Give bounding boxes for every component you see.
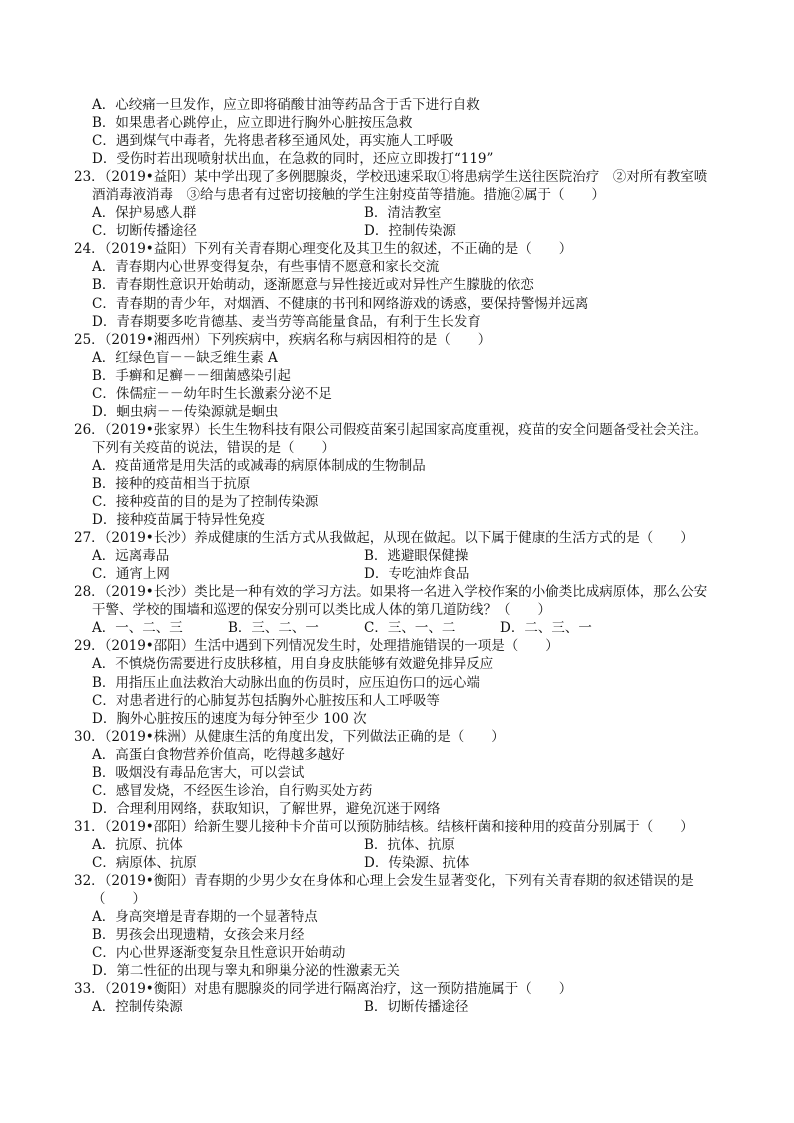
question-stem: 23．（2019•益阳）某中学出现了多例腮腺炎，学校迅速采取①将患病学生送往医院治疗 ②对所有教室喷 — [74, 169, 708, 186]
option-line: A．疫苗通常是用失活的或减毒的病原体制成的生物制品 — [92, 457, 426, 474]
option-row — [74, 998, 724, 1016]
option-choice: C．切断传播途径 — [92, 223, 197, 240]
question-stem: 30．（2019•株洲）从健康生活的角度出发，下列做法正确的是（ ） — [74, 728, 505, 745]
option-line: B．青春期性意识开始萌动，逐渐愿意与异性接近或对异性产生朦胧的依恋 — [92, 277, 534, 294]
option-line: C．青春期的青少年，对烟酒、不健康的书刊和网络游戏的诱惑，要保持警惕并远离 — [92, 295, 589, 312]
option-choice: B．抗体、抗原 — [364, 836, 455, 853]
option-line: A．高蛋白食物营养价值高，吃得越多越好 — [92, 746, 345, 763]
option-line: C．对患者进行的心肺复苏包括胸外心脏按压和人工呼吸等 — [92, 692, 440, 709]
option-line: D．第二性征的出现与睾丸和卵巢分泌的性激素无关 — [92, 963, 400, 980]
option-row — [74, 204, 724, 222]
option-choice: D．传染源、抗体 — [364, 854, 470, 871]
option-line: B．手癣和足癣－－细菌感染引起 — [92, 367, 291, 384]
question-stem: 31．（2019•邵阳）给新生婴儿接种卡介苗可以预防肺结核。结核杆菌和接种用的疫苗分别属于（ ） — [74, 818, 694, 835]
option-row — [74, 854, 724, 872]
question-stem: （ ） — [92, 891, 146, 908]
option-row — [74, 547, 724, 565]
document-body — [74, 96, 724, 1016]
question-stem: 24．（2019•益阳）下列有关青春期心理变化及其卫生的叙述，不正确的是（ ） — [74, 241, 573, 258]
question-stem: 酒消毒液消毒 ③给与患者有过密切接触的学生注射疫苗等措施。措施②属于（ ） — [92, 187, 605, 204]
option-line: D．胸外心脏按压的速度为每分钟至少 100 次 — [92, 710, 367, 727]
option-row — [74, 565, 724, 583]
option-row — [74, 222, 724, 240]
option-line: C．接种疫苗的目的是为了控制传染源 — [92, 494, 319, 511]
option-choice: A．一、二、三 — [92, 620, 183, 637]
option-choice: D．二、三、一 — [500, 620, 592, 637]
option-line: D．接种疫苗属于特异性免疫 — [92, 512, 265, 529]
option-line: C．遇到煤气中毒者，先将患者移至通风处，再实施人工呼吸 — [92, 133, 454, 150]
option-choice: A．保护易感人群 — [92, 205, 197, 222]
question-stem: 29．（2019•邵阳）生活中遇到下列情况发生时，处理措施错误的一项是（ ） — [74, 638, 559, 655]
question-stem: 25．（2019•湘西州）下列疾病中，疾病名称与病因相符的是（ ） — [74, 331, 492, 348]
option-choice: D．专吃油炸食品 — [364, 566, 470, 583]
option-choice: A．控制传染源 — [92, 999, 183, 1016]
option-line: C．内心世界逐渐变复杂且性意识开始萌动 — [92, 945, 346, 962]
option-line: D．蛔虫病－－传染源就是蛔虫 — [92, 403, 279, 420]
question-stem: 33．（2019•衡阳）对患有腮腺炎的同学进行隔离治疗，这一预防措施属于（ ） — [74, 981, 573, 998]
option-choice: B．清洁教室 — [364, 205, 442, 222]
option-line: D．受伤时若出现喷射状出血，在急救的同时，还应立即拨打“119” — [92, 151, 494, 168]
option-choice: C．通宵上网 — [92, 566, 170, 583]
option-line: A．红绿色盲－－缺乏维生素 A — [92, 349, 278, 366]
question-stem: 28．（2019•长沙）类比是一种有效的学习方法。如果将一名进入学校作案的小偷类比成病原体，那么公安 — [74, 584, 708, 601]
option-line: C．感冒发烧，不经医生诊治，自行购买处方药 — [92, 782, 373, 799]
option-choice: B．逃避眼保健操 — [364, 548, 469, 565]
question-stem: 干警、学校的围墙和巡逻的保安分别可以类比成人体的第几道防线？（ ） — [92, 602, 551, 619]
option-choice: B．三、二、一 — [228, 620, 319, 637]
option-line: D．合理利用网络，获取知识，了解世界，避免沉迷于网络 — [92, 800, 441, 817]
question-stem: 26．（2019•张家界）长生生物科技有限公司假疫苗案引起国家高度重视，疫苗的安全问题备受社会关注。 — [74, 421, 708, 438]
option-choice: C．三、一、二 — [364, 620, 456, 637]
option-choice: A．抗原、抗体 — [92, 836, 183, 853]
option-row — [74, 619, 724, 637]
option-line: B．如果患者心跳停止，应立即进行胸外心脏按压急救 — [92, 115, 413, 132]
option-choice: C．病原体、抗原 — [92, 854, 197, 871]
option-line: A．青春期内心世界变得复杂，有些事情不愿意和家长交流 — [92, 259, 440, 276]
question-stem: 32．（2019•衡阳）青春期的少男少女在身体和心理上会发生显著变化，下列有关青春期的叙述错误的是 — [74, 873, 694, 890]
option-line: A．心绞痛一旦发作，应立即将硝酸甘油等药品含于舌下进行自救 — [92, 97, 480, 113]
option-choice: B．切断传播途径 — [364, 999, 469, 1016]
question-stem: 下列有关疫苗的说法，错误的是（ ） — [92, 439, 335, 456]
option-line: B．吸烟没有毒品危害大，可以尝试 — [92, 764, 305, 781]
option-line: B．接种的疫苗相当于抗原 — [92, 475, 251, 492]
option-line: B．用指压止血法救治大动脉出血的伤员时，应压迫伤口的远心端 — [92, 674, 480, 691]
option-line: A．不慎烧伤需要进行皮肤移植，用自身皮肤能够有效避免排异反应 — [92, 656, 494, 673]
option-line: B．男孩会出现遗精，女孩会来月经 — [92, 927, 305, 944]
option-line: A．身高突增是青春期的一个显著特点 — [92, 909, 318, 926]
option-choice: A．远离毒品 — [92, 548, 170, 565]
option-line: D．青春期要多吃肯德基、麦当劳等高能量食品，有利于生长发育 — [92, 313, 481, 330]
question-stem: 27．（2019•长沙）养成健康的生活方式从我做起，从现在做起。以下属于健康的生活方式的是（ ） — [74, 530, 694, 547]
option-row — [74, 836, 724, 854]
option-line: C．侏儒症－－幼年时生长激素分泌不足 — [92, 385, 332, 402]
option-choice: D．控制传染源 — [364, 223, 456, 240]
